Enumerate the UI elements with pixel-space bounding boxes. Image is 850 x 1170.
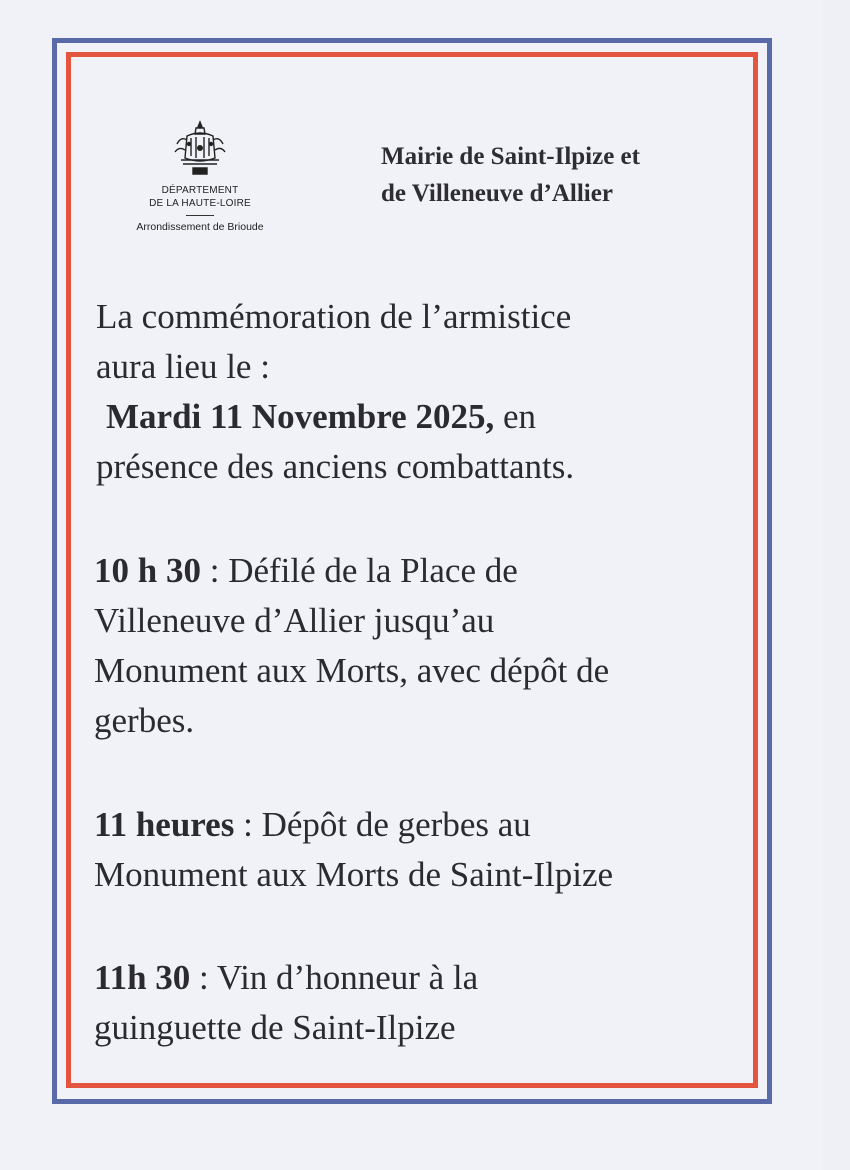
schedule-item-reception — [94, 953, 478, 1053]
divider — [186, 215, 214, 216]
schedule-text: gerbes. — [94, 701, 195, 740]
schedule-text: Villeneuve d’Allier jusqu’au — [94, 601, 495, 640]
intro-date-line — [96, 392, 574, 442]
schedule-time: 11 heures — [94, 805, 235, 844]
intro-line1: La commémoration de l’armistice — [96, 297, 572, 336]
event-date-suffix: en — [494, 397, 536, 436]
schedule-item-line — [94, 800, 613, 850]
event-date: Mardi 11 Novembre 2025, — [106, 397, 495, 436]
intro-line2: aura lieu le : — [96, 347, 270, 386]
department-emblem-icon — [169, 118, 231, 178]
mairie-heading — [381, 138, 640, 212]
schedule-item-parade — [94, 546, 609, 746]
schedule-item-wreath — [94, 800, 613, 900]
schedule-text: : Défilé de la Place de — [200, 551, 518, 590]
schedule-text: : Vin d’honneur à la — [190, 958, 479, 997]
announcement-intro — [96, 292, 574, 492]
department-name-line1: DÉPARTEMENT — [161, 185, 239, 196]
schedule-text: Monument aux Morts de Saint-Ilpize — [94, 855, 614, 894]
intro-line4: présence des anciens combattants. — [96, 447, 575, 486]
schedule-item-line — [94, 953, 478, 1003]
arrondissement-label: Arrondissement de Brioude — [136, 221, 264, 233]
mairie-heading-line1: Mairie de Saint-Ilpize et — [381, 143, 640, 170]
department-name-line2: DE LA HAUTE-LOIRE — [149, 198, 251, 209]
schedule-item-line — [94, 546, 609, 596]
department-logo — [110, 118, 290, 233]
schedule-text: Monument aux Morts, avec dépôt de — [94, 651, 610, 690]
schedule-time: 11h 30 — [94, 958, 191, 997]
schedule-text: : Dépôt de gerbes au — [234, 805, 531, 844]
schedule-time: 10 h 30 — [94, 551, 201, 590]
mairie-heading-line2: de Villeneuve d’Allier — [381, 180, 613, 207]
schedule-text: guinguette de Saint-Ilpize — [94, 1008, 456, 1047]
